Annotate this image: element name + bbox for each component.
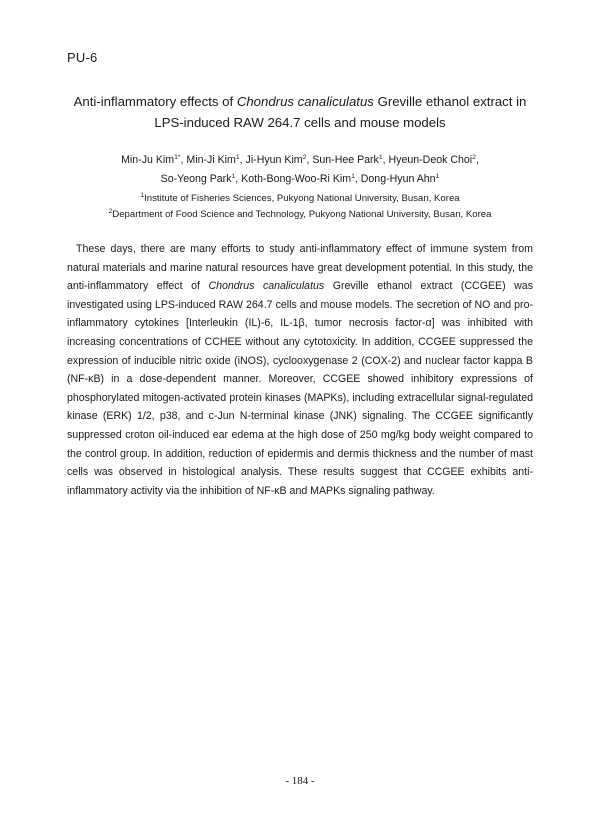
- abstract-line: These days, there are many efforts to study anti-inflammatory effect of immune system from: [76, 243, 533, 255]
- title-text-part2: Greville ethanol extract in LPS-induced RAW 264.7 cells and mouse models: [154, 94, 527, 130]
- author: Min-Ju Kim$^{1*}$: [121, 154, 181, 166]
- author: So-Yeong Park$^1$: [160, 173, 236, 185]
- abstract-line: expression of inducible nitric oxide (iNOS), cyclooxygenase 2 (COX-2) and nuclear factor kappa B: [67, 354, 533, 367]
- title-species: Chondrus canaliculatus: [236, 94, 374, 109]
- abstract-code: PU-6: [67, 50, 98, 65]
- abstract-line: kinase (ERK) 1/2, p38, and c-Jun N-terminal kinase (JNK) signaling. The CCGEE significantly: [67, 410, 533, 423]
- abstract-line: investigated using LPS-induced RAW 264.7 cells and mouse models. The secretion of NO and pro-: [67, 298, 533, 311]
- abstract-body: [67, 240, 533, 500]
- author: Koth-Bong-Woo-Ri Kim$^1$: [241, 173, 355, 185]
- abstract-line: inflammatory activity via the inhibition of NF-κB and MAPKs signaling pathway.: [67, 484, 435, 497]
- title-text-part1: Anti-inflammatory effects of: [73, 94, 237, 109]
- affiliation-1: $^1$Institute of Fisheries Sciences, Pukyong National University, Busan, Korea: [140, 192, 460, 204]
- abstract-line: increasing concentrations of CCHEE without any cytotoxicity. In addition, CCGEE suppressed the: [67, 335, 533, 348]
- author-list: Min-Ju Kim$^{1*}$, Min-Ji Kim$^1$, Ji-Hyun Kim$^2$, Sun-Hee Park$^1$, Hyeun-Deok Choi$^2$, So-Yeong Park$^1$, Koth-Bong-Woo-Ri Kim$^1$, Dong-Hyun Ahn$^1$: [121, 154, 479, 185]
- page-number: - 184 -: [285, 775, 315, 787]
- abstract-line: (NF-κB) in a dose-dependent manner. Moreover, CCGEE showed inhibitory expressions of: [67, 373, 533, 386]
- author: Ji-Hyun Kim$^2$: [245, 154, 307, 166]
- abstract-line: inflammatory cytokines [Interleukin (IL)-6, IL-1β, tumor necrosis factor-α] was inhibited with: [67, 317, 533, 330]
- affiliation-2: $^2$Department of Food Science and Technology, Pukyong National University, Busan, Korea: [108, 208, 492, 220]
- abstract-line: natural materials and marine natural resources have great development potential. In this study, the: [67, 261, 533, 274]
- species-name: Chondrus canaliculatus: [208, 280, 325, 293]
- abstract-line: phosphorylated mitogen-activated protein kinases (MAPKs), including extracellular signal-regulated: [67, 391, 533, 404]
- abstract-line: suppressed croton oil-induced ear edema at the high dose of 250 mg/kg body weight compared to: [67, 428, 533, 441]
- author: Sun-Hee Park$^1$: [312, 154, 383, 166]
- abstract-line: cells was observed in histological analysis. These results suggest that CCGEE exhibits anti-: [67, 466, 533, 479]
- author: Dong-Hyun Ahn$^1$: [360, 173, 440, 185]
- author: Min-Ji Kim$^1$: [186, 154, 240, 166]
- author: Hyeun-Deok Choi$^2$: [388, 154, 476, 166]
- abstract-line: the control group. In addition, reduction of epidermis and dermis thickness and the number of mast: [67, 447, 533, 460]
- abstract-line: anti-inflammatory effect of Chondrus canaliculatus Greville ethanol extract (CCGEE) was: [67, 280, 533, 293]
- abstract-title: [60, 91, 540, 133]
